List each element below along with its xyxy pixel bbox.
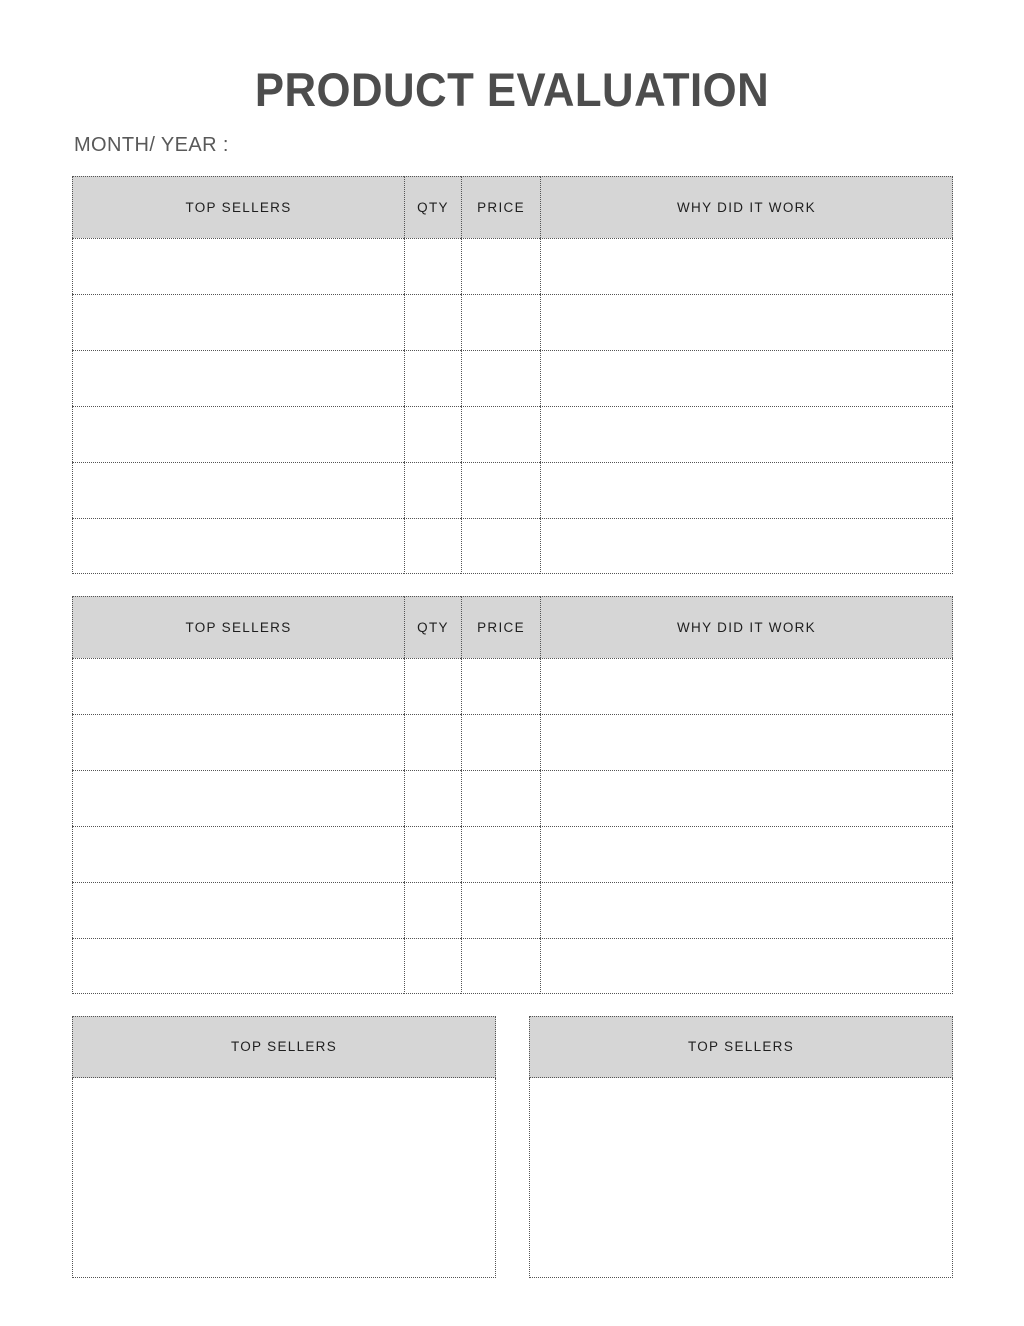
column-header-qty [404,596,461,658]
cell-why[interactable] [540,406,953,462]
cell-why[interactable] [540,238,953,294]
table-row [72,238,953,294]
cell-top-sellers[interactable] [72,770,404,826]
column-header-why [540,596,953,658]
cell-top-sellers[interactable] [72,238,404,294]
column-header-qty [404,176,461,238]
table-row [72,938,953,994]
table-row [72,462,953,518]
table-row [72,350,953,406]
cell-qty[interactable] [404,462,461,518]
cell-price[interactable] [461,714,540,770]
column-header-label: PRICE [477,199,525,215]
table-row [72,882,953,938]
box-header-label: TOP SELLERS [230,1039,338,1054]
column-header-why [540,176,953,238]
cell-price[interactable] [461,938,540,994]
column-header-label: TOP SELLERS [185,619,292,635]
cell-top-sellers[interactable] [72,938,404,994]
cell-qty[interactable] [404,350,461,406]
cell-top-sellers[interactable] [72,518,404,574]
box-header-label: TOP SELLERS [687,1039,795,1054]
cell-why[interactable] [540,826,953,882]
column-header-label: TOP SELLERS [185,199,292,215]
box-body-writing-area[interactable] [529,1078,953,1278]
cell-qty[interactable] [404,938,461,994]
top-sellers-box-left [72,1016,496,1278]
table-row [72,770,953,826]
cell-price[interactable] [461,770,540,826]
column-header-label: WHY DID IT WORK [676,619,816,635]
cell-why[interactable] [540,770,953,826]
cell-price[interactable] [461,350,540,406]
cell-why[interactable] [540,462,953,518]
cell-top-sellers[interactable] [72,294,404,350]
cell-why[interactable] [540,714,953,770]
cell-qty[interactable] [404,882,461,938]
cell-top-sellers[interactable] [72,350,404,406]
cell-why[interactable] [540,658,953,714]
column-header-label: PRICE [477,619,525,635]
table-row [72,826,953,882]
table-row [72,714,953,770]
cell-top-sellers[interactable] [72,882,404,938]
cell-qty[interactable] [404,826,461,882]
cell-price[interactable] [461,462,540,518]
table-row [72,518,953,574]
cell-price[interactable] [461,882,540,938]
cell-why[interactable] [540,518,953,574]
cell-price[interactable] [461,518,540,574]
column-header-label: QTY [417,199,449,215]
cell-qty[interactable] [404,770,461,826]
cell-why[interactable] [540,350,953,406]
column-header-top-sellers [72,176,404,238]
table-header-row [72,596,953,658]
cell-qty[interactable] [404,406,461,462]
cell-top-sellers[interactable] [72,406,404,462]
cell-top-sellers[interactable] [72,658,404,714]
product-evaluation-table-two [72,596,953,994]
column-header-label: WHY DID IT WORK [676,199,816,215]
cell-why[interactable] [540,938,953,994]
cell-price[interactable] [461,826,540,882]
cell-top-sellers[interactable] [72,826,404,882]
table-header-row [72,176,953,238]
cell-qty[interactable] [404,238,461,294]
cell-why[interactable] [540,882,953,938]
cell-price[interactable] [461,658,540,714]
cell-why[interactable] [540,294,953,350]
column-header-top-sellers [72,596,404,658]
cell-qty[interactable] [404,518,461,574]
box-header [529,1016,953,1078]
table-row [72,406,953,462]
column-header-price [461,596,540,658]
cell-price[interactable] [461,238,540,294]
column-header-label: QTY [417,619,449,635]
cell-qty[interactable] [404,714,461,770]
table-row [72,294,953,350]
cell-qty[interactable] [404,658,461,714]
box-header [72,1016,496,1078]
cell-price[interactable] [461,406,540,462]
page-title: PRODUCT EVALUATION [254,63,770,116]
cell-qty[interactable] [404,294,461,350]
top-sellers-box-right [529,1016,953,1278]
box-body-writing-area[interactable] [72,1078,496,1278]
cell-price[interactable] [461,294,540,350]
cell-top-sellers[interactable] [72,714,404,770]
table-row [72,658,953,714]
month-year-label: MONTH/ YEAR : [74,134,229,156]
product-evaluation-table-one [72,176,953,574]
column-header-price [461,176,540,238]
cell-top-sellers[interactable] [72,462,404,518]
